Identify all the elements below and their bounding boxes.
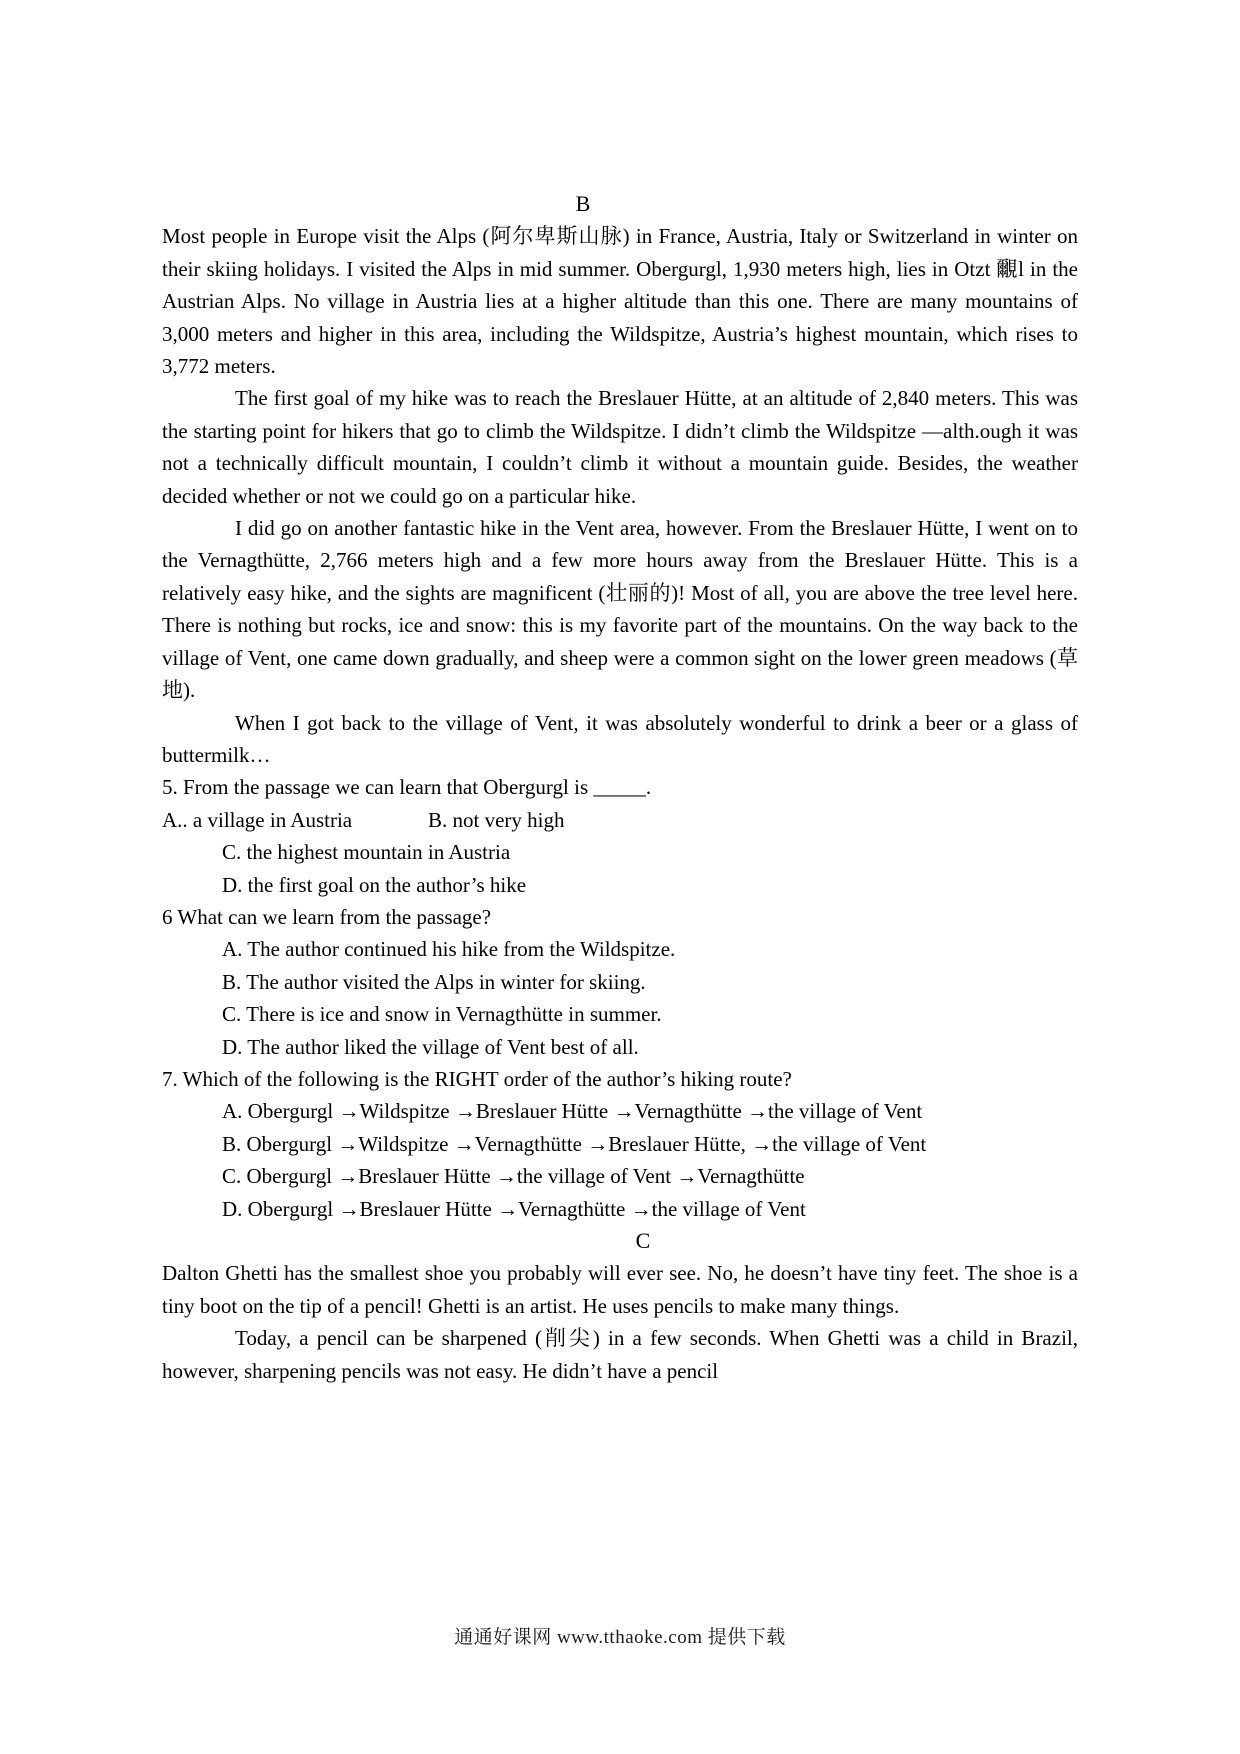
question-5-options-ab bbox=[162, 804, 1078, 836]
section-b-heading: B bbox=[575, 191, 591, 216]
question-5-option-b: B. not very high bbox=[428, 807, 565, 832]
question-7-option-a: A. Obergurgl →Wildspitze →Breslauer Hütte →Vernagthütte →the village of Vent bbox=[222, 1099, 923, 1124]
passage-c-paragraph-1: Dalton Ghetti has the smallest shoe you probably will ever see. No, he doesn’t have tiny feet. The shoe is a tiny boot on the tip of a pencil! Ghetti is an artist. He uses pencils to make many things. bbox=[162, 1261, 1078, 1318]
passage-b-paragraph-2: The first goal of my hike was to reach the Breslauer Hütte, at an altitude of 2,840 meters. This was the starting point for hikers that go to climb the Wildspitze. I didn’t climb the Wildspitze —alth.ough it was not a technically difficult mountain, I couldn’t climb it without a mountain guide. Besides, the weather decided whether or not we could go on a particular hike. bbox=[162, 386, 1078, 508]
question-6-stem: 6 What can we learn from the passage? bbox=[162, 904, 492, 929]
question-5-option-c: C. the highest mountain in Austria bbox=[222, 840, 511, 865]
question-5-stem: 5. From the passage we can learn that Obergurgl is _____. bbox=[162, 775, 652, 800]
question-7-option-d: D. Obergurgl →Breslauer Hütte →Vernagthütte →the village of Vent bbox=[222, 1196, 806, 1221]
question-7-stem: 7. Which of the following is the RIGHT order of the author’s hiking route? bbox=[162, 1066, 792, 1091]
question-5-option-a: A.. a village in Austria bbox=[162, 807, 353, 832]
passage-b-paragraph-4: When I got back to the village of Vent, it was absolutely wonderful to drink a beer or a glass of buttermilk… bbox=[162, 710, 1078, 767]
passage-c-paragraph-2: Today, a pencil can be sharpened (削尖) in a few seconds. When Ghetti was a child in Brazil, however, sharpening pencils was not easy. He didn’t have a pencil bbox=[162, 1326, 1078, 1383]
passage-b-paragraph-3: I did go on another fantastic hike in the Vent area, however. From the Breslauer Hütte, I went on to the Vernagthütte, 2,766 meters high and a few more hours away from the Breslauer Hütte. This is a relatively easy hike, and the sights are magnificent (壮丽的)! Most of all, you are above the tree level here. There is nothing but rocks, ice and snow: this is my favorite part of the mountains. On the way back to the village of Vent, one came down gradually, and sheep were a common sight on the lower green meadows (草地). bbox=[162, 516, 1078, 703]
section-c-heading: C bbox=[635, 1228, 651, 1253]
question-5-option-d: D. the first goal on the author’s hike bbox=[222, 872, 527, 897]
question-6-option-a: A. The author continued his hike from the Wildspitze. bbox=[222, 937, 676, 962]
question-6-option-d: D. The author liked the village of Vent best of all. bbox=[222, 1034, 639, 1059]
passage-b-paragraph-1: Most people in Europe visit the Alps (阿尔卑斯山脉) in France, Austria, Italy or Switzerland in winter on their skiing holidays. I visited the Alps in mid summer. Obergurgl, 1,930 meters high, lies in Otzt 覼l in the Austrian Alps. No village in Austria lies at a higher altitude than this one. There are many mountains of 3,000 meters and higher in this area, including the Wildspitze, Austria’s highest mountain, which rises to 3,772 meters. bbox=[162, 224, 1078, 379]
page-content bbox=[162, 188, 1078, 1387]
question-7-option-b: B. Obergurgl →Wildspitze →Vernagthütte →Breslauer Hütte, →the village of Vent bbox=[222, 1131, 927, 1156]
question-6-option-c: C. There is ice and snow in Vernagthütte in summer. bbox=[222, 1002, 662, 1027]
page-footer: 通通好课网 www.tthaoke.com 提供下载 bbox=[454, 1627, 786, 1648]
question-6-option-b: B. The author visited the Alps in winter for skiing. bbox=[222, 969, 646, 994]
question-7-option-c: C. Obergurgl →Breslauer Hütte →the village of Vent →Vernagthütte bbox=[222, 1164, 805, 1189]
